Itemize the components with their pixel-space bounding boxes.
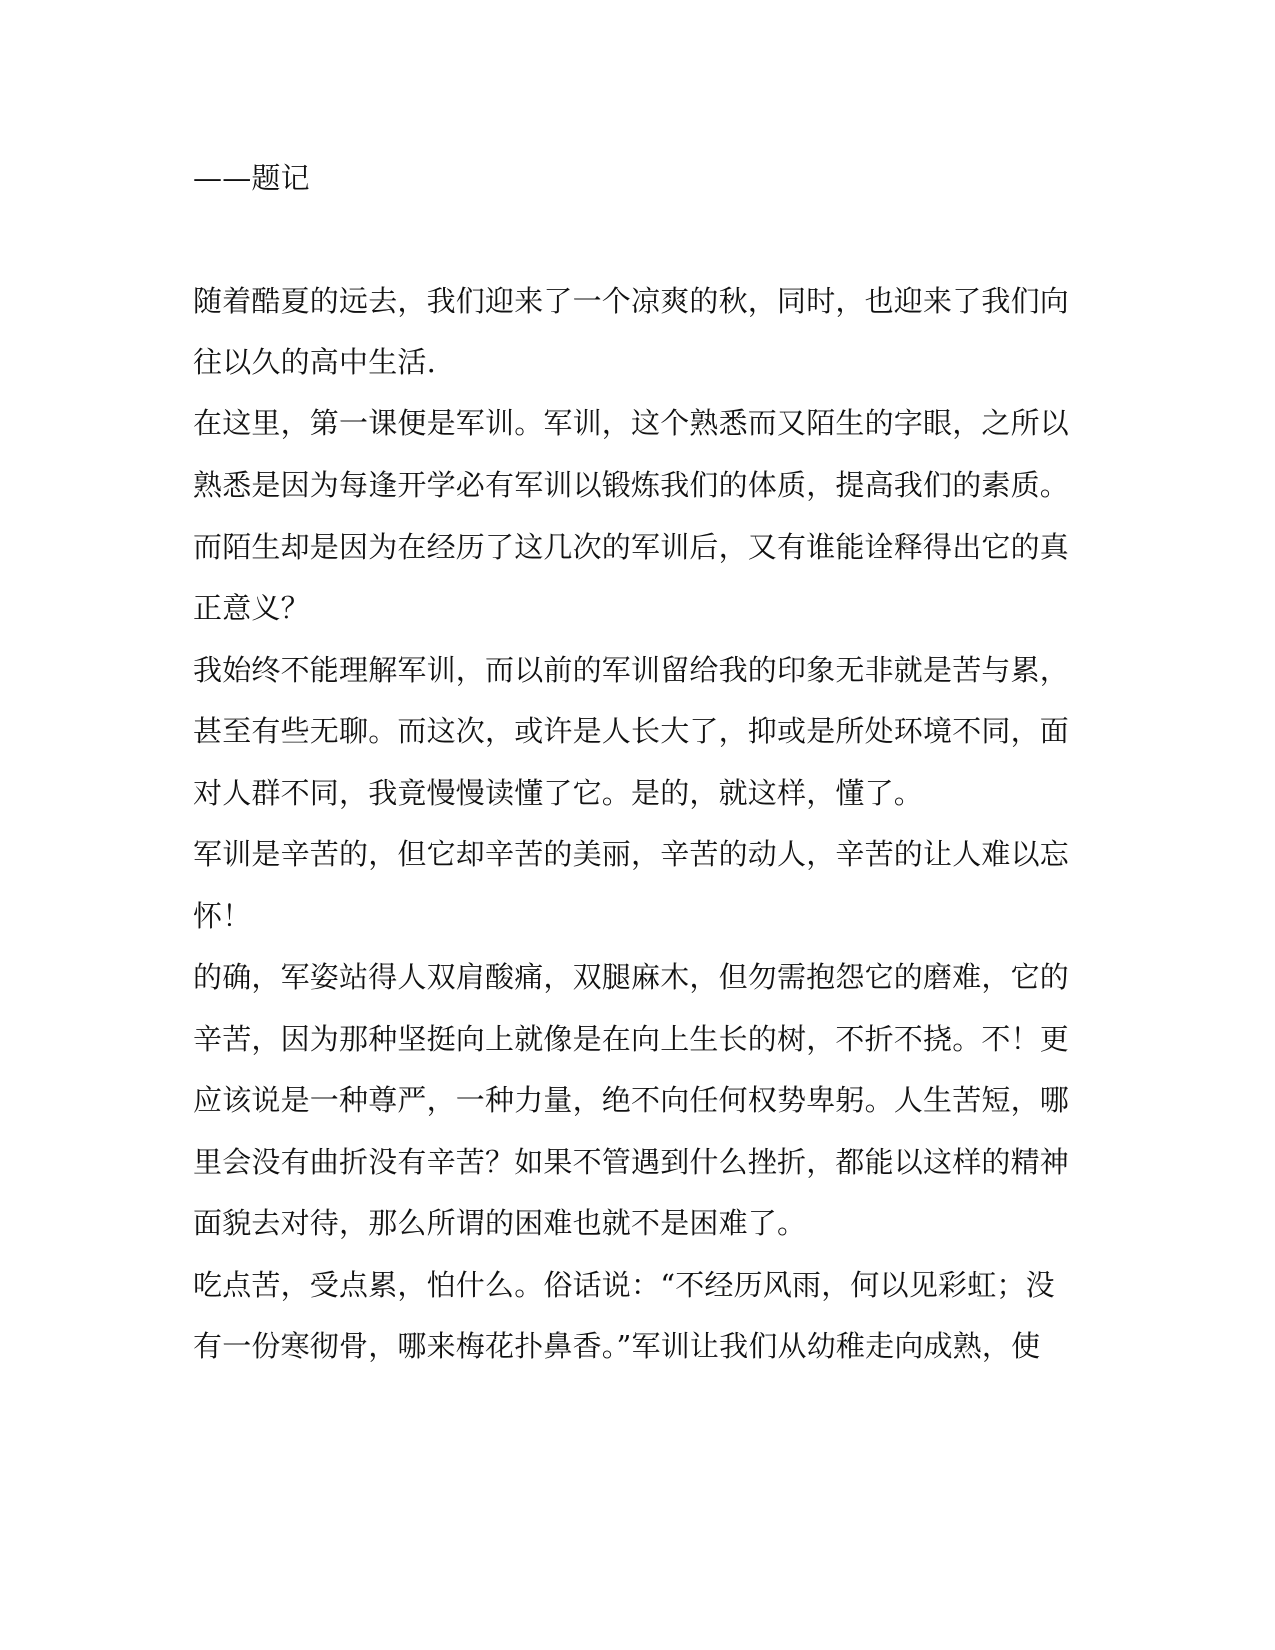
text-line: 有一份寒彻骨，哪来梅花扑鼻香。”军训让我们从幼稚走向成熟，使 [193, 1329, 1041, 1363]
text-line: 对人群不同，我竟慢慢读懂了它。是的，就这样，懂了。 [193, 776, 924, 810]
text-line: 应该说是一种尊严，一种力量，绝不向任何权势卑躬。人生苦短，哪 [193, 1083, 1070, 1117]
text-line: 在这里，第一课便是军训。军训，这个熟悉而又陌生的字眼，之所以 [193, 406, 1070, 440]
text-line: 熟悉是因为每逢开学必有军训以锻炼我们的体质，提高我们的素质。 [193, 468, 1070, 502]
text-line: 的确，军姿站得人双肩酸痛，双腿麻木，但勿需抱怨它的磨难，它的 [193, 960, 1070, 994]
text-line: 而陌生却是因为在经历了这几次的军训后，又有谁能诠释得出它的真 [193, 530, 1070, 564]
text-line: 随着酷夏的远去，我们迎来了一个凉爽的秋，同时，也迎来了我们向 [193, 284, 1070, 318]
text-line: 往以久的高中生活. [193, 345, 437, 379]
text-line: 军训是辛苦的，但它却辛苦的美丽，辛苦的动人，辛苦的让人难以忘 [193, 837, 1070, 871]
text-line: 怀！ [193, 899, 252, 933]
text-line: 我始终不能理解军训，而以前的军训留给我的印象无非就是苦与累， [193, 653, 1070, 687]
text-line: 里会没有曲折没有辛苦？如果不管遇到什么挫折，都能以这样的精神 [193, 1145, 1070, 1179]
text-line: 辛苦，因为那种坚挺向上就像是在向上生长的树，不折不挠。不！更 [193, 1022, 1070, 1056]
text-line: 面貌去对待，那么所谓的困难也就不是困难了。 [193, 1206, 807, 1240]
text-line: 吃点苦，受点累，怕什么。俗话说：“不经历风雨，何以见彩虹；没 [193, 1268, 1055, 1302]
text-line: 正意义？ [193, 591, 310, 625]
text-line: 甚至有些无聊。而这次，或许是人长大了，抑或是所处环境不同，面 [193, 714, 1070, 748]
epigraph-attribution: ——题记 [193, 161, 310, 195]
